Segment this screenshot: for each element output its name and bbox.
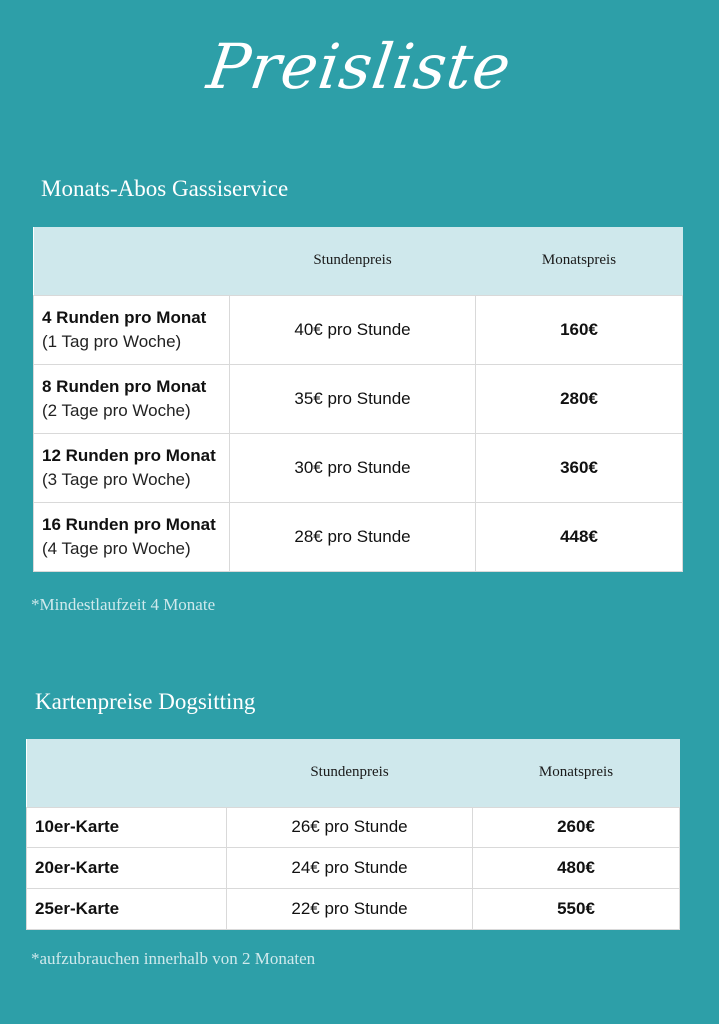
row-name: 20er-Karte [27,847,227,888]
row-label [34,502,230,571]
cards-heading: Kartenpreise Dogsitting [35,689,256,714]
row-month-price: 260€ [473,807,680,847]
subscriptions-table [33,227,683,572]
row-hour-price: 22€ pro Stunde [227,888,473,929]
row-hour-price: 40€ pro Stunde [230,295,476,364]
row-sub: (3 Tage pro Woche) [42,469,191,489]
row-month-price: 550€ [473,888,680,929]
row-month-price: 160€ [476,295,683,364]
table-row [27,807,680,847]
row-hour-price: 35€ pro Stunde [230,364,476,433]
row-month-price: 480€ [473,847,680,888]
subscriptions-note: *Mindestlaufzeit 4 Monate [31,595,216,614]
row-month-price: 448€ [476,502,683,571]
row-month-price: 360€ [476,433,683,502]
page-title: Preisliste [202,30,517,103]
row-hour-price: 26€ pro Stunde [227,807,473,847]
table-row [34,502,683,571]
table-header-row [34,227,683,295]
header-monatspreis: Monatspreis [476,227,683,295]
row-hour-price: 30€ pro Stunde [230,433,476,502]
row-label [34,364,230,433]
row-sub: (1 Tag pro Woche) [42,331,182,351]
cards-table [26,739,680,930]
header-empty-cell [27,739,227,807]
table-row [34,433,683,502]
row-name: 16 Runden pro Monat [42,514,216,534]
row-hour-price: 24€ pro Stunde [227,847,473,888]
row-name: 8 Runden pro Monat [42,376,207,396]
header-monatspreis: Monatspreis [473,739,680,807]
header-stundenpreis: Stundenpreis [227,739,473,807]
table-row [34,295,683,364]
table-row [34,364,683,433]
row-sub: (4 Tage pro Woche) [42,538,191,558]
row-label [34,433,230,502]
row-name: 4 Runden pro Monat [42,307,207,327]
subscriptions-heading: Monats-Abos Gassiservice [41,176,289,201]
header-stundenpreis: Stundenpreis [230,227,476,295]
row-name: 12 Runden pro Monat [42,445,216,465]
row-name: 25er-Karte [27,888,227,929]
row-hour-price: 28€ pro Stunde [230,502,476,571]
cards-note: *aufzubrauchen innerhalb von 2 Monaten [31,949,316,968]
row-sub: (2 Tage pro Woche) [42,400,191,420]
header-empty-cell [34,227,230,295]
table-row [27,888,680,929]
row-name: 10er-Karte [27,807,227,847]
table-header-row [27,739,680,807]
table-row [27,847,680,888]
row-month-price: 280€ [476,364,683,433]
row-label [34,295,230,364]
